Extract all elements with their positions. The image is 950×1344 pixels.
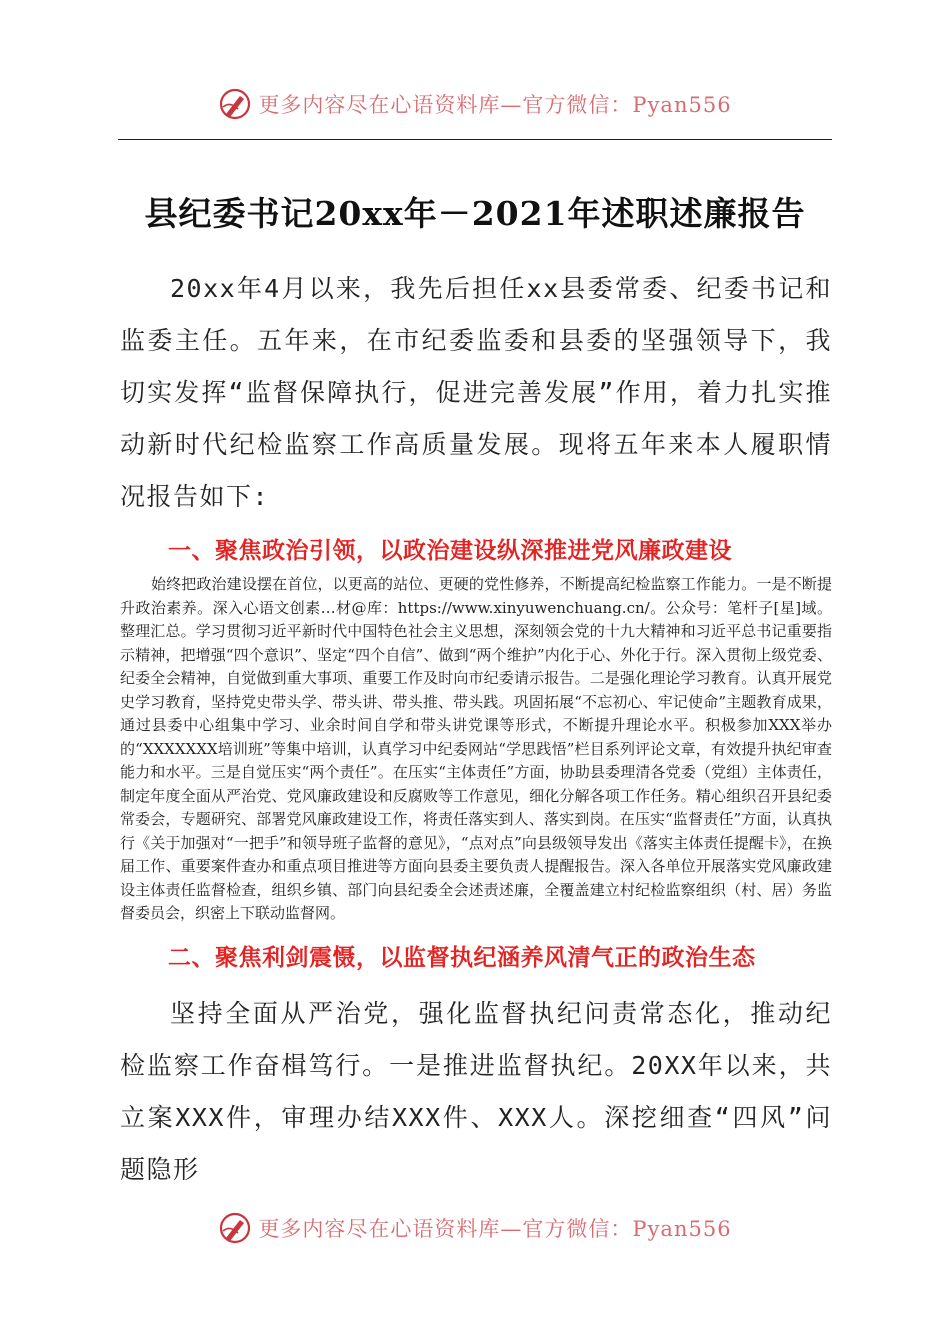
- watermark-text: 更多内容尽在心语资料库—官方微信：Pyan556: [258, 1217, 732, 1241]
- header-divider: [118, 139, 832, 140]
- intro-paragraph: 20xx年4月以来，我先后担任xx县委常委、纪委书记和监委主任。五年来，在市纪委监委和县委的坚强领导下，我切实发挥“监督保障执行，促进完善发展”作用，着力扎实推动新时代纪检监察工作高质量发展。现将五年来本人履职情况报告如下:: [120, 274, 832, 511]
- section-1-heading: 一、聚焦政治引领，以政治建设纵深推进党风廉政建设: [168, 538, 732, 564]
- watermark-text: 更多内容尽在心语资料库—官方微信：Pyan556: [258, 93, 732, 117]
- pen-circle-logo-icon: [218, 87, 252, 121]
- section-2-heading: 二、聚焦利剑震慑，以监督执纪涵养风清气正的政治生态: [168, 944, 756, 971]
- footer-watermark: [0, 1208, 950, 1248]
- document-body: [120, 263, 832, 1196]
- page-title: 县纪委书记20xx年－2021年述职述廉报告: [144, 194, 806, 233]
- header-watermark: [0, 84, 950, 124]
- pen-circle-logo-icon: [218, 1211, 252, 1245]
- section-1-paragraph: 始终把政治建设摆在首位，以更高的站位、更硬的党性修养，不断提高纪检监察工作能力。一是不断提升政治素养。深入心语文创素…材@库：https://www.xinyuwenchuang.cn/。公众号：笔杆子[星]域。整理汇总。学习贯彻习近平新时代中国特色社会主义思想，深刻领会党的十九大精神和习近平总书记重要指示精神，把增强“四个意识”、坚定“四个自信”、做到“两个维护”内化于心、外化于行。深入贯彻上级党委、纪委全会精神，自觉做到重大事项、重要工作及时向市纪委请示报告。二是强化理论学习教育。认真开展党史学习教育，坚持党史带头学、带头讲、带头推、带头践。巩固拓展“不忘初心、牢记使命”主题教育成果，通过县委中心组集中学习、业余时间自学和带头讲党课等形式，不断提升理论水平。积极参加XXX举办的“XXXXXXX培训班”等集中培训，认真学习中纪委网站“学思践悟”栏目系列评论文章，有效提升执纪审查能力和水平。三是自觉压实“两个责任”。在压实“主体责任”方面，协助县委理清各党委（党组）主体责任，制定年度全面从严治党、党风廉政建设和反腐败等工作意见，细化分解各项工作任务。精心组织召开县纪委常委会，专题研究、部署党风廉政建设工作，将责任落实到人、落实到岗。在压实“监督责任”方面，认真执行《关于加强对“一把手”和领导班子监督的意见》，“点对点”向县级领导发出《落实主体责任提醒卡》，在换届工作、重要案件查办和重点项目推进等方面向县委主要负责人提醒报告。深入各单位开展落实党风廉政建设主体责任监督检查，组织乡镇、部门向县纪委全会述责述廉，全覆盖建立村纪检监察组织（村、居）务监督委员会，织密上下联动监督网。: [120, 575, 832, 922]
- section-2-paragraph: 坚持全面从严治党，强化监督执纪问责常态化，推动纪检监察工作奋楫笃行。一是推进监督执纪。20XX年以来，共立案XXX件，审理办结XXX件、XXX人。深挖细查“四风”问题隐形: [120, 998, 832, 1184]
